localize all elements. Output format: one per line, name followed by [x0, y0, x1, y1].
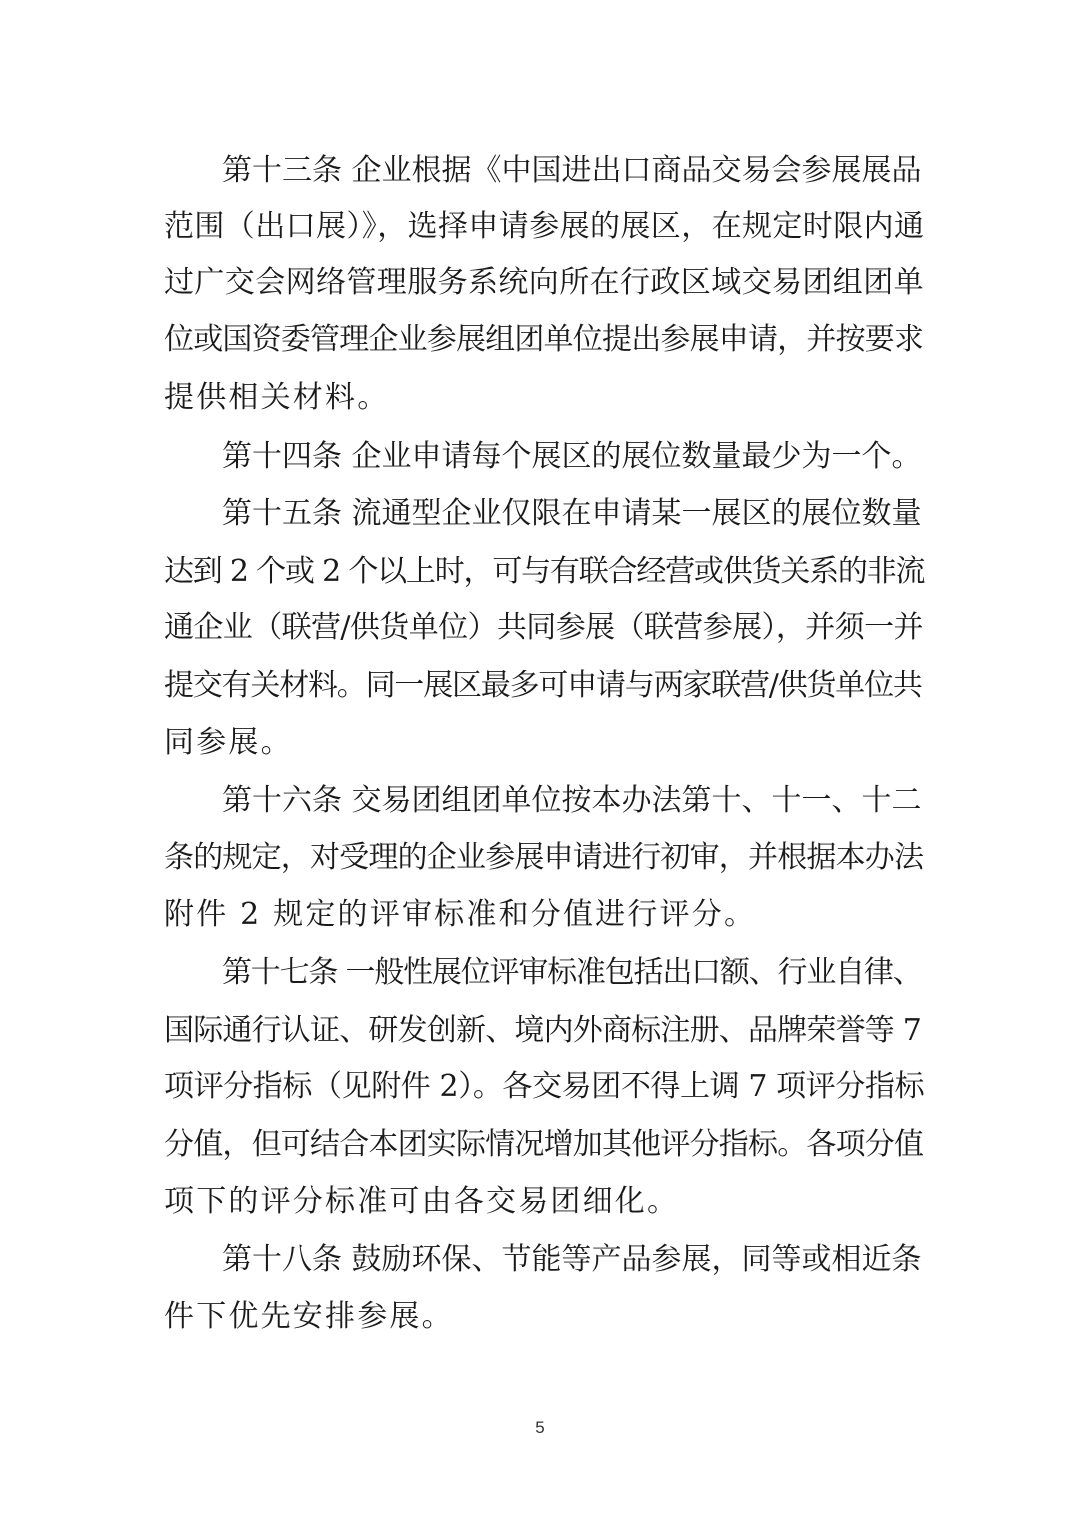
- text-line: 第十三条 企业根据《中国进出口商品交易会参展展品: [222, 153, 922, 188]
- text-line: 附件 2 规定的评审标准和分值进行评分。: [164, 897, 757, 932]
- text-line: 第十八条 鼓励环保、节能等产品参展，同等或相近条: [222, 1242, 922, 1277]
- text-line: 位或国资委管理企业参展组团单位提出参展申请，并按要求: [164, 322, 924, 357]
- page-number: 5: [535, 1418, 545, 1437]
- text-line: 分值，但可结合本团实际情况增加其他评分指标。各项分值: [164, 1127, 924, 1162]
- text-line: 国际通行认证、研发创新、境内外商标注册、品牌荣誉等 7: [164, 1013, 922, 1048]
- text-line: 条的规定，对受理的企业参展申请进行初审，并根据本办法: [164, 840, 924, 875]
- text-line: 第十六条 交易团组团单位按本办法第十、十一、十二: [222, 783, 922, 818]
- text-line: 提交有关材料。同一展区最多可申请与两家联营/供货单位共: [164, 668, 922, 703]
- text-line: 第十七条 一般性展位评审标准包括出口额、行业自律、: [222, 955, 922, 990]
- text-line: 同参展。: [164, 725, 293, 760]
- text-line: 达到 2 个或 2 个以上时，可与有联合经营或供货关系的非流: [164, 554, 925, 589]
- text-line: 范围（出口展）》，选择申请参展的展区，在规定时限内通: [164, 209, 925, 244]
- text-line: 第十四条 企业申请每个展区的展位数量最少为一个。: [222, 439, 922, 474]
- text-line: 提供相关材料。: [164, 380, 390, 415]
- text-line: 过广交会网络管理服务系统向所在行政区域交易团组团单: [164, 265, 924, 300]
- text-line: 第十五条 流通型企业仅限在申请某一展区的展位数量: [222, 496, 922, 531]
- text-line: 通企业（联营/供货单位）共同参展（联营参展），并须一并: [164, 610, 923, 645]
- text-line: 件下优先安排参展。: [164, 1299, 454, 1334]
- text-line: 项下的评分标准可由各交易团细化。: [164, 1184, 680, 1219]
- text-line: 项评分指标（见附件 2）。各交易团不得上调 7 项评分指标: [164, 1069, 925, 1104]
